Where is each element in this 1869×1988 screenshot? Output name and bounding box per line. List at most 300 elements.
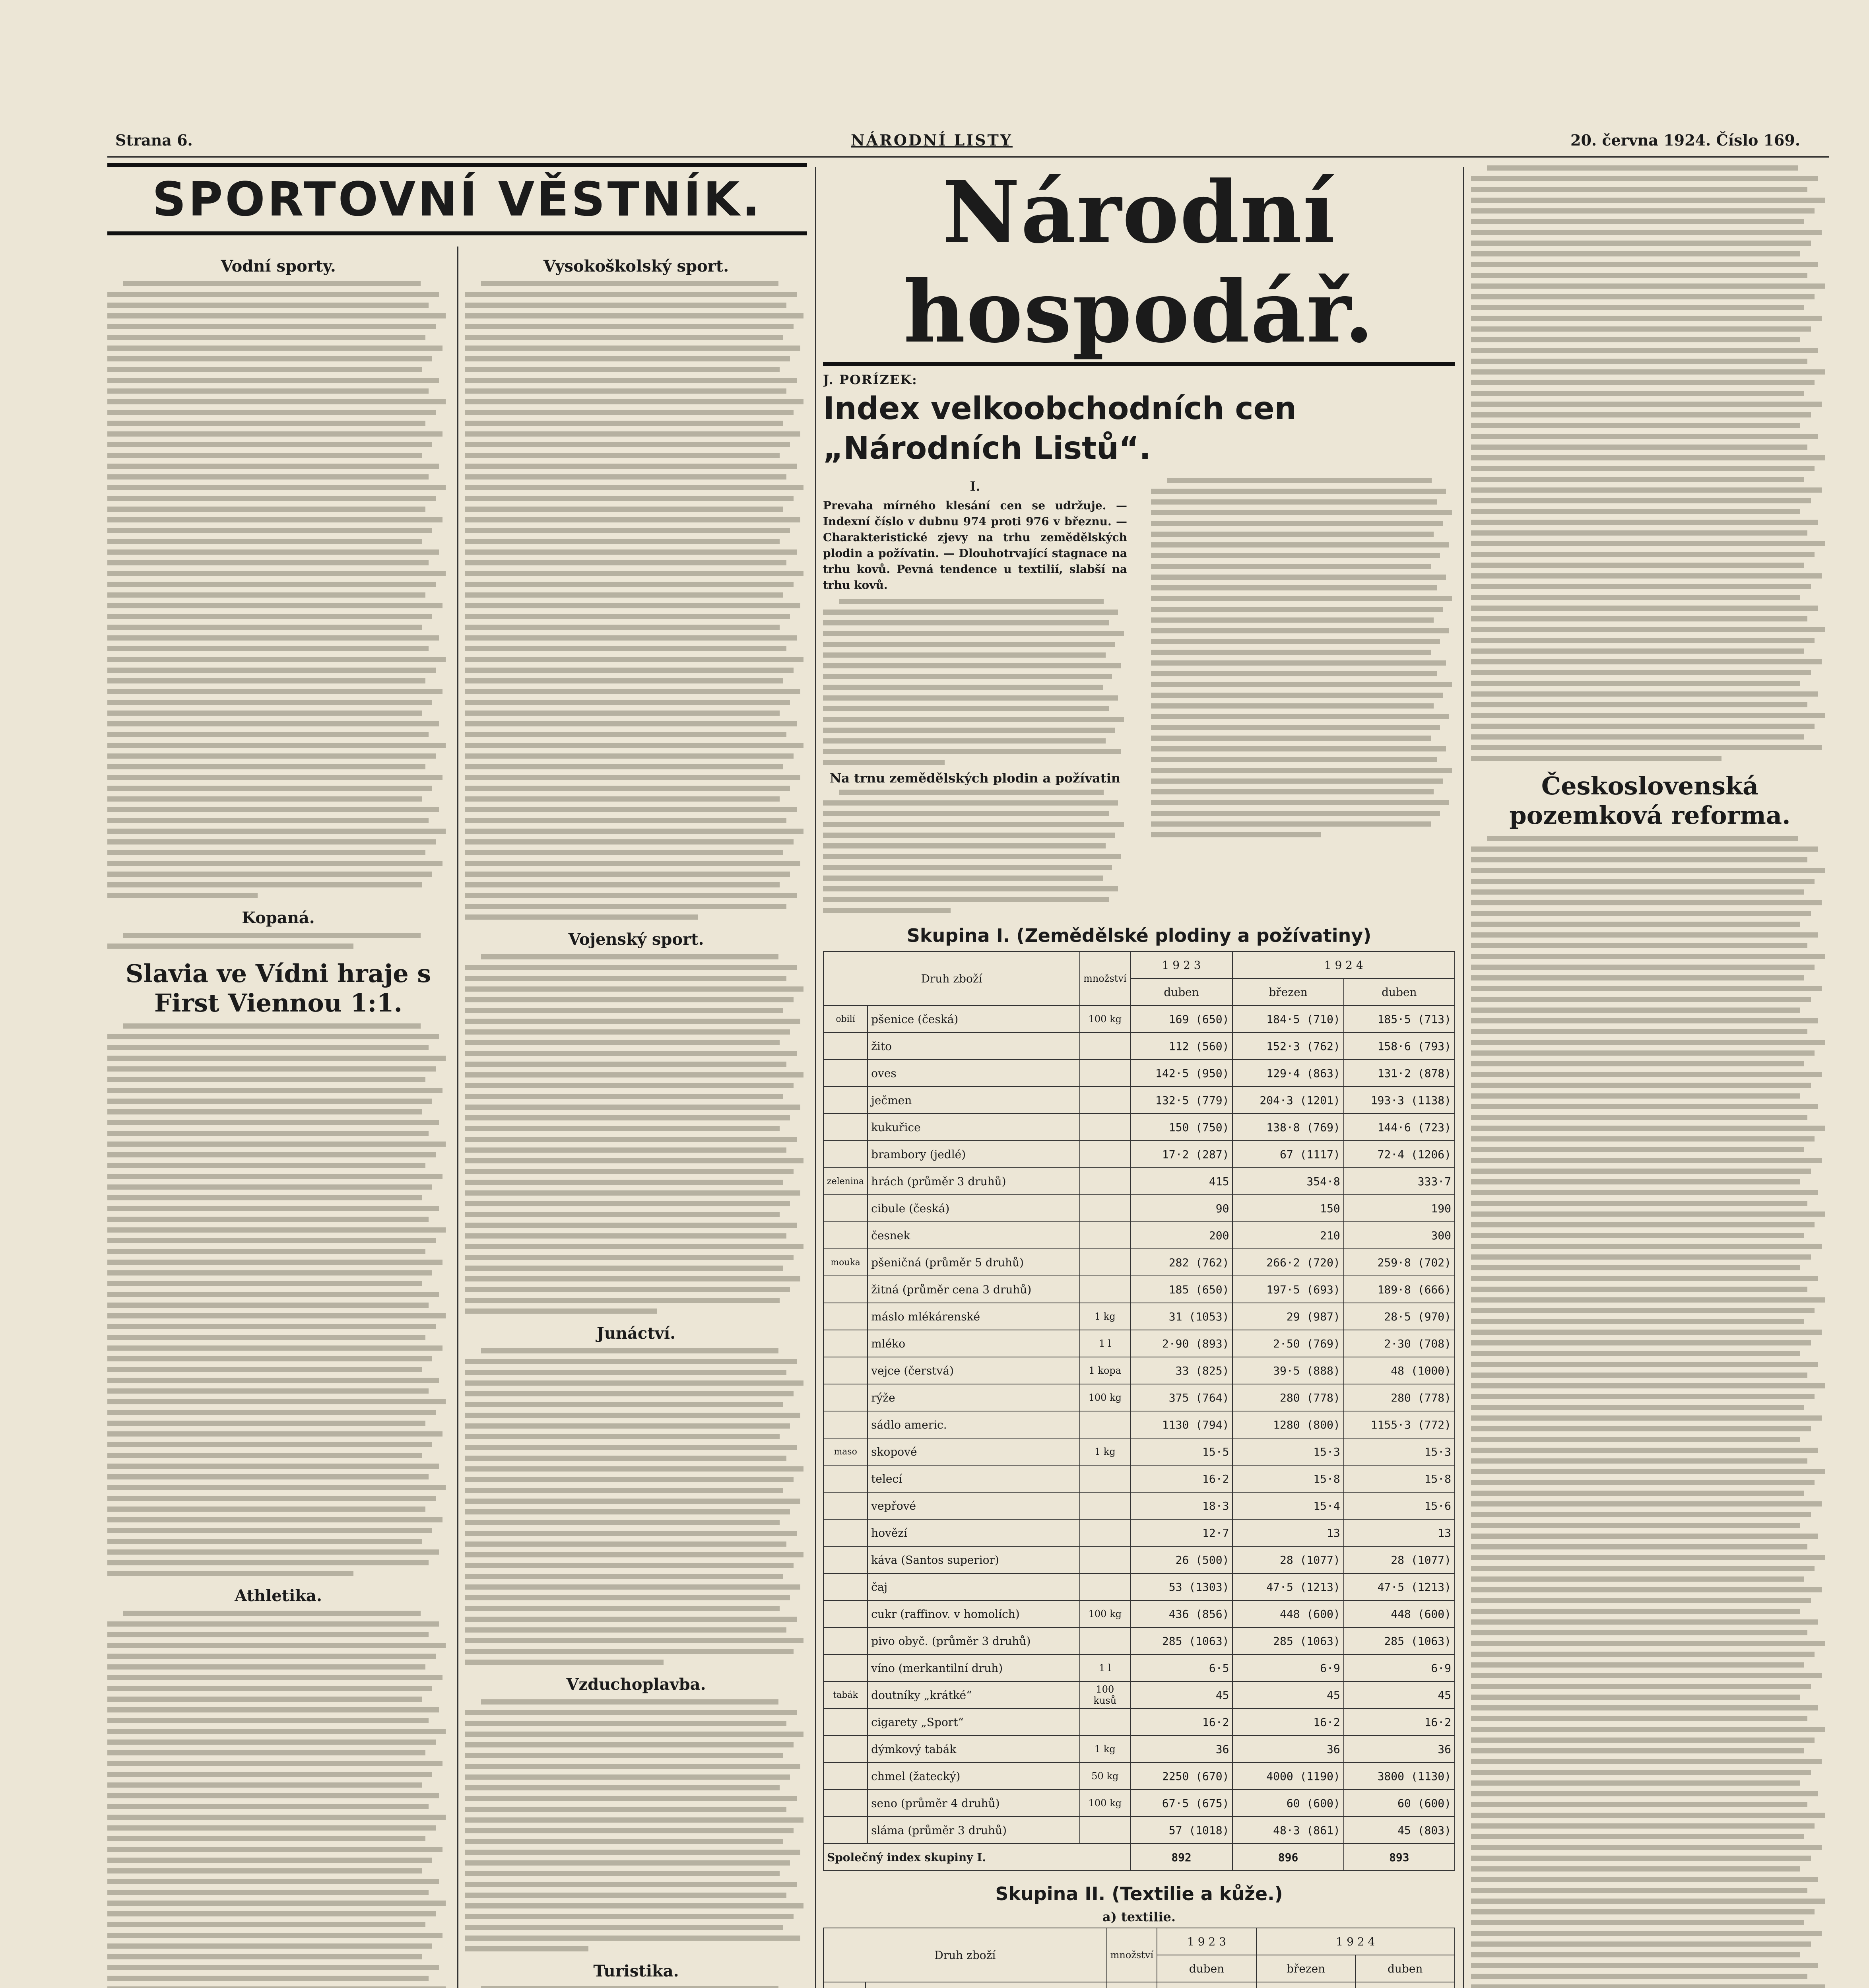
sports-article-text bbox=[465, 954, 807, 1314]
price-1924-april: 285 (1063) bbox=[1344, 1627, 1455, 1654]
text-line bbox=[1471, 1373, 1807, 1378]
text-line bbox=[465, 1541, 786, 1547]
text-line bbox=[1471, 606, 1818, 611]
text-line bbox=[107, 1707, 439, 1712]
table-row bbox=[823, 1141, 1455, 1168]
text-line bbox=[465, 1649, 794, 1654]
price-1924-march: 67 (1117) bbox=[1232, 1141, 1343, 1168]
price-1923-april: 150 (750) bbox=[1130, 1114, 1233, 1141]
table-row bbox=[823, 1654, 1455, 1681]
price-1924-april: 185·5 (713) bbox=[1344, 1006, 1455, 1033]
text-line bbox=[1471, 965, 1815, 970]
text-line bbox=[1471, 563, 1804, 568]
table-row bbox=[823, 1060, 1455, 1087]
text-line bbox=[465, 678, 783, 683]
text-line bbox=[465, 1190, 800, 1196]
text-line bbox=[465, 1509, 790, 1514]
text-line bbox=[107, 378, 439, 383]
text-line bbox=[1471, 380, 1815, 385]
text-line bbox=[465, 582, 794, 587]
commodity-name: káva (Santos superior) bbox=[868, 1546, 1080, 1573]
table2-title: Skupina II. (Textilie a kůže.) bbox=[995, 1883, 1283, 1905]
text-line bbox=[1471, 889, 1804, 895]
table-row bbox=[823, 1546, 1455, 1573]
text-line bbox=[465, 313, 803, 318]
text-line bbox=[1471, 1244, 1822, 1249]
text-line bbox=[1471, 1480, 1815, 1485]
text-line bbox=[107, 1750, 425, 1755]
text-line bbox=[1471, 1662, 1804, 1668]
table-row bbox=[823, 1492, 1455, 1519]
text-line bbox=[823, 897, 1109, 902]
text-line bbox=[1151, 779, 1443, 784]
price-1924-march: 28 (1077) bbox=[1232, 1546, 1343, 1573]
text-line bbox=[1471, 1340, 1811, 1345]
text-line bbox=[465, 711, 780, 716]
text-line bbox=[1151, 768, 1452, 773]
right-column bbox=[1471, 163, 1829, 1988]
price-1923-april: 132·5 (779) bbox=[1130, 1087, 1233, 1114]
text-line bbox=[107, 614, 432, 619]
text-line bbox=[107, 944, 353, 949]
price-1924-march: 45 bbox=[1232, 1681, 1343, 1708]
commodity-name: cukr (raffinov. v homolích) bbox=[868, 1600, 1080, 1627]
text-line bbox=[107, 1718, 429, 1723]
text-line bbox=[107, 431, 443, 437]
quantity-unit: 100 kg bbox=[1080, 1790, 1130, 1817]
table1-col-zbozi: Druh zboží bbox=[823, 951, 1080, 1006]
text-line bbox=[107, 1901, 446, 1906]
article-lead: Prevaha mírného klesání cen se udržuje. — Indexní číslo v dubnu 974 proti 976 v březnu. — Charakteristické zjevy na trhu zemědělských plodin a požívatin. — Dlouhotrvající stagnace na trhu kovů. Pevná tendence u textilií, slabší na trhu kovů. bbox=[823, 499, 1127, 592]
commodity-name: seno (průměr 4 druhů) bbox=[868, 1790, 1080, 1817]
text-line bbox=[1471, 1426, 1811, 1431]
text-line bbox=[465, 1115, 790, 1120]
text-line bbox=[1471, 713, 1825, 718]
text-line bbox=[1471, 1576, 1804, 1582]
text-line bbox=[465, 324, 794, 329]
row-group bbox=[823, 1519, 868, 1546]
text-line bbox=[465, 1147, 786, 1153]
commodity-name: ječmen bbox=[868, 1087, 1080, 1114]
text-line bbox=[839, 599, 1104, 604]
text-line bbox=[1471, 1684, 1811, 1689]
price-1923-april: 45 bbox=[1130, 1681, 1233, 1708]
text-line bbox=[107, 1675, 443, 1680]
text-line bbox=[1471, 1211, 1825, 1217]
table2-col-mnozstvi: množství bbox=[1107, 1928, 1157, 1982]
row-group: zelenina bbox=[823, 1168, 868, 1195]
price-1924-march: 4000 (1190) bbox=[1232, 1763, 1343, 1790]
text-line bbox=[1471, 1770, 1811, 1775]
sports-article-text bbox=[107, 933, 449, 949]
text-line bbox=[1471, 369, 1825, 375]
text-line bbox=[1471, 627, 1825, 632]
quantity-unit bbox=[1080, 1627, 1130, 1654]
text-line bbox=[465, 689, 800, 694]
text-line bbox=[1471, 1920, 1804, 1925]
text-line bbox=[465, 1276, 800, 1281]
price-1924-march: 152·3 (762) bbox=[1232, 1033, 1343, 1060]
text-line bbox=[123, 281, 421, 286]
text-line bbox=[465, 1925, 783, 1930]
column-rule-3 bbox=[1463, 167, 1464, 1988]
text-line bbox=[107, 1217, 429, 1222]
text-line bbox=[1471, 648, 1804, 654]
price-1923-april: 31 (1053) bbox=[1130, 1303, 1233, 1330]
text-line bbox=[465, 1742, 794, 1747]
text-line bbox=[1471, 1727, 1825, 1732]
table-row bbox=[823, 1006, 1455, 1033]
text-line bbox=[1471, 1383, 1825, 1388]
row-group bbox=[823, 1573, 868, 1600]
text-line bbox=[465, 1710, 797, 1715]
price-1923-april: 33 (825) bbox=[1130, 1357, 1233, 1384]
row-group bbox=[823, 1790, 868, 1817]
text-line bbox=[823, 876, 1103, 881]
quantity-unit bbox=[1080, 1114, 1130, 1141]
price-1924-april: 190 bbox=[1344, 1195, 1455, 1222]
text-line bbox=[1471, 1791, 1818, 1796]
text-line bbox=[107, 335, 425, 340]
price-1924-march: 204·3 (1201) bbox=[1232, 1087, 1343, 1114]
text-line bbox=[1471, 1018, 1818, 1023]
text-line bbox=[465, 625, 780, 630]
text-line bbox=[465, 1531, 797, 1536]
text-line bbox=[107, 1517, 443, 1522]
text-line bbox=[1471, 1705, 1818, 1710]
text-line bbox=[465, 485, 803, 490]
text-line bbox=[465, 839, 794, 845]
text-line bbox=[465, 1201, 790, 1206]
text-line bbox=[823, 717, 1124, 722]
price-1924-april: 131·2 (878) bbox=[1344, 1060, 1455, 1087]
text-line bbox=[465, 700, 790, 705]
sports-article-text bbox=[107, 1611, 449, 1988]
price-1923-april: 17·2 (287) bbox=[1130, 1141, 1233, 1168]
text-line bbox=[107, 582, 436, 587]
text-line bbox=[107, 603, 443, 608]
table2-subtitle-a: a) textilie. bbox=[1102, 1909, 1176, 1924]
text-line bbox=[1471, 541, 1825, 546]
sports-banner-block bbox=[107, 163, 807, 235]
economy-masthead: Národní hospodář. bbox=[823, 163, 1455, 366]
text-line bbox=[107, 474, 429, 480]
text-line bbox=[1471, 402, 1822, 407]
text-line bbox=[1471, 520, 1818, 525]
text-line bbox=[1471, 1952, 1800, 1957]
price-1923-april: 436 (856) bbox=[1130, 1600, 1233, 1627]
quantity-unit bbox=[1080, 1546, 1130, 1573]
table2-month: březen bbox=[1256, 1955, 1356, 1982]
text-line bbox=[107, 1195, 422, 1200]
price-1924-april: 3800 (1130) bbox=[1344, 1763, 1455, 1790]
text-line bbox=[465, 549, 797, 555]
text-line bbox=[1471, 466, 1815, 471]
text-line bbox=[1471, 1254, 1811, 1260]
text-line bbox=[107, 829, 446, 834]
text-line bbox=[107, 303, 429, 308]
text-line bbox=[1471, 176, 1818, 181]
text-line bbox=[465, 571, 803, 576]
text-line bbox=[465, 1660, 664, 1665]
table-row bbox=[823, 1087, 1455, 1114]
text-line bbox=[465, 1595, 790, 1600]
text-line bbox=[465, 528, 790, 533]
table1 bbox=[823, 951, 1455, 1871]
land-reform-heading: Československá pozemková reforma. bbox=[1509, 771, 1791, 830]
text-line bbox=[107, 388, 429, 394]
price-1924-april: 28·5 (970) bbox=[1344, 1303, 1455, 1330]
text-line bbox=[1471, 879, 1815, 884]
commodity-name: chmel (žatecký) bbox=[868, 1763, 1080, 1790]
text-line bbox=[1471, 846, 1818, 852]
text-line bbox=[1471, 1780, 1800, 1786]
text-line bbox=[107, 1227, 446, 1233]
text-line bbox=[1471, 1458, 1807, 1464]
text-line bbox=[465, 453, 780, 458]
text-line bbox=[107, 539, 422, 544]
text-line bbox=[107, 1109, 422, 1114]
text-line bbox=[1471, 1566, 1815, 1571]
text-line bbox=[1151, 532, 1434, 537]
text-line bbox=[107, 1965, 439, 1970]
price-1923-april: 2250 (670) bbox=[1130, 1763, 1233, 1790]
article-author: J. PORÍZEK: bbox=[823, 372, 918, 387]
text-line bbox=[107, 517, 443, 522]
text-line bbox=[1471, 986, 1822, 991]
text-line bbox=[465, 914, 698, 920]
text-line bbox=[465, 399, 803, 404]
text-line bbox=[107, 1793, 439, 1798]
text-line bbox=[1471, 1351, 1800, 1356]
paper-name: NÁRODNÍ LISTY bbox=[851, 131, 1013, 149]
text-line bbox=[107, 1911, 436, 1916]
quantity-unit bbox=[1080, 1141, 1130, 1168]
price-1924-march: 48·3 (861) bbox=[1232, 1817, 1343, 1844]
quantity-unit bbox=[1080, 1411, 1130, 1438]
text-line bbox=[107, 721, 439, 726]
text-line bbox=[107, 861, 443, 866]
text-line bbox=[823, 811, 1109, 816]
text-line bbox=[465, 592, 783, 598]
text-line bbox=[1471, 1040, 1825, 1045]
text-line bbox=[465, 1785, 780, 1790]
text-line bbox=[823, 706, 1109, 711]
article-subheading: Na trnu zemědělských plodin a požívatin bbox=[829, 771, 1120, 786]
quantity-unit bbox=[1080, 1168, 1130, 1195]
quantity-unit: 100 kg bbox=[1080, 1006, 1130, 1033]
article-body-left bbox=[823, 476, 1127, 918]
quantity-unit bbox=[1080, 1087, 1130, 1114]
text-line bbox=[1471, 857, 1807, 862]
text-line bbox=[1471, 1609, 1800, 1614]
text-line bbox=[107, 807, 439, 812]
text-line bbox=[107, 1378, 439, 1383]
text-line bbox=[107, 1442, 432, 1447]
text-line bbox=[1471, 1856, 1811, 1861]
row-group bbox=[823, 1736, 868, 1763]
text-line bbox=[465, 1094, 783, 1099]
commodity-name: sláma (průměr 3 druhů) bbox=[868, 1817, 1080, 1844]
text-line bbox=[1471, 1136, 1815, 1142]
text-line bbox=[465, 721, 797, 726]
text-line bbox=[107, 689, 443, 694]
price-1924-april: 189·8 (666) bbox=[1344, 1276, 1455, 1303]
text-line bbox=[1471, 1405, 1804, 1410]
text-line bbox=[107, 1815, 446, 1820]
text-line bbox=[107, 1943, 432, 1949]
text-line bbox=[1471, 273, 1807, 278]
text-line bbox=[465, 807, 797, 812]
text-line bbox=[1471, 241, 1811, 246]
text-line bbox=[1471, 262, 1818, 267]
text-line bbox=[465, 1946, 588, 1951]
text-line bbox=[1471, 1276, 1818, 1281]
text-line bbox=[465, 1456, 786, 1461]
text-line bbox=[823, 800, 1118, 806]
text-line bbox=[107, 1056, 446, 1061]
row-group bbox=[823, 1114, 868, 1141]
text-line bbox=[465, 1638, 803, 1643]
sum-value: 896 bbox=[1232, 1844, 1343, 1871]
text-line bbox=[465, 1062, 786, 1067]
text-line bbox=[465, 753, 794, 759]
price-1923-april: 142·5 (950) bbox=[1130, 1060, 1233, 1087]
price-1924-march: 39·5 (888) bbox=[1232, 1357, 1343, 1384]
page-number: Strana 6. bbox=[115, 131, 193, 149]
text-line bbox=[465, 1413, 800, 1418]
commodity-name: pivo obyč. (průměr 3 druhů) bbox=[868, 1627, 1080, 1654]
text-line bbox=[1151, 585, 1437, 590]
text-line bbox=[107, 1184, 432, 1190]
text-line bbox=[465, 1477, 794, 1482]
text-line bbox=[1471, 477, 1804, 482]
text-line bbox=[823, 663, 1121, 668]
text-line bbox=[107, 1496, 436, 1501]
text-line bbox=[107, 485, 446, 490]
text-line bbox=[107, 1421, 425, 1426]
text-line bbox=[107, 711, 422, 716]
section-heading: Athletika. bbox=[235, 1586, 322, 1605]
text-line bbox=[107, 1560, 429, 1565]
price-1924-april bbox=[1355, 1982, 1455, 1988]
price-1924-march: 13 bbox=[1232, 1519, 1343, 1546]
row-group bbox=[823, 1087, 868, 1114]
price-1923-april: 185 (650) bbox=[1130, 1276, 1233, 1303]
text-line bbox=[1471, 1147, 1804, 1152]
text-line bbox=[823, 631, 1124, 636]
text-line bbox=[107, 1632, 429, 1637]
table-row bbox=[823, 1114, 1455, 1141]
text-line bbox=[1471, 1093, 1800, 1099]
text-line bbox=[465, 1255, 794, 1260]
text-line bbox=[1471, 412, 1811, 417]
text-line bbox=[107, 775, 443, 780]
text-line bbox=[1471, 1308, 1815, 1313]
price-1923-april: 12·7 bbox=[1130, 1519, 1233, 1546]
text-line bbox=[823, 865, 1112, 870]
text-line bbox=[107, 882, 422, 887]
text-line bbox=[107, 850, 425, 855]
row-group bbox=[823, 1600, 868, 1627]
text-line bbox=[465, 1882, 797, 1887]
text-line bbox=[107, 1345, 443, 1351]
text-line bbox=[107, 1324, 436, 1329]
text-line bbox=[465, 303, 786, 308]
text-line bbox=[465, 1828, 794, 1833]
text-line bbox=[107, 1782, 422, 1788]
text-line bbox=[107, 893, 258, 898]
text-line bbox=[465, 1019, 800, 1024]
article-text bbox=[823, 599, 1127, 765]
text-line bbox=[1471, 1501, 1822, 1507]
quantity-unit bbox=[1080, 1060, 1130, 1087]
text-line bbox=[1471, 1115, 1807, 1120]
text-line bbox=[107, 732, 429, 737]
text-line bbox=[465, 1391, 794, 1396]
price-1924-march: 29 (987) bbox=[1232, 1303, 1343, 1330]
issue-date: 20. června 1924. Číslo 169. bbox=[1570, 131, 1801, 149]
text-line bbox=[465, 496, 794, 501]
price-1924-march: 354·8 bbox=[1232, 1168, 1343, 1195]
text-line bbox=[465, 292, 797, 297]
text-line bbox=[465, 1807, 786, 1812]
table-row bbox=[823, 1465, 1455, 1492]
text-line bbox=[465, 1423, 790, 1429]
table-row bbox=[823, 1357, 1455, 1384]
text-line bbox=[465, 1914, 794, 1919]
text-line bbox=[1471, 1652, 1815, 1657]
row-group: maso bbox=[823, 1438, 868, 1465]
price-1924-april: 259·8 (702) bbox=[1344, 1249, 1455, 1276]
row-group bbox=[823, 1357, 868, 1384]
text-line bbox=[465, 1083, 794, 1088]
price-1924-april: 60 (600) bbox=[1344, 1790, 1455, 1817]
text-line bbox=[1471, 1974, 1807, 1979]
text-line bbox=[1471, 1899, 1825, 1904]
text-line bbox=[1471, 1823, 1815, 1829]
text-line bbox=[107, 1270, 432, 1276]
text-line bbox=[1471, 584, 1811, 589]
text-line bbox=[1471, 638, 1815, 643]
text-line bbox=[481, 281, 778, 286]
price-1924-april: 36 bbox=[1344, 1736, 1455, 1763]
quantity-unit: 1 kg bbox=[1080, 1736, 1130, 1763]
text-line bbox=[107, 668, 436, 673]
text-line bbox=[1471, 1394, 1815, 1399]
text-line bbox=[1151, 811, 1440, 816]
text-line bbox=[465, 464, 797, 469]
text-line bbox=[1471, 702, 1807, 707]
text-line bbox=[107, 1292, 439, 1297]
text-line bbox=[1471, 1158, 1822, 1163]
table-row bbox=[823, 1276, 1455, 1303]
text-line bbox=[107, 1954, 422, 1959]
price-1923-april: 16·2 bbox=[1130, 1465, 1233, 1492]
text-line bbox=[1471, 198, 1825, 203]
text-line bbox=[1471, 573, 1822, 579]
price-1923-april: 18·3 bbox=[1130, 1492, 1233, 1519]
text-line bbox=[465, 1606, 780, 1611]
table-row bbox=[823, 1600, 1455, 1627]
price-1924-april: 2·30 (708) bbox=[1344, 1330, 1455, 1357]
text-line bbox=[465, 786, 790, 791]
price-1924-april: 47·5 (1213) bbox=[1344, 1573, 1455, 1600]
text-line bbox=[465, 904, 786, 909]
price-1924-march: 15·4 bbox=[1232, 1492, 1343, 1519]
text-line bbox=[465, 1359, 797, 1364]
table-row bbox=[823, 1222, 1455, 1249]
